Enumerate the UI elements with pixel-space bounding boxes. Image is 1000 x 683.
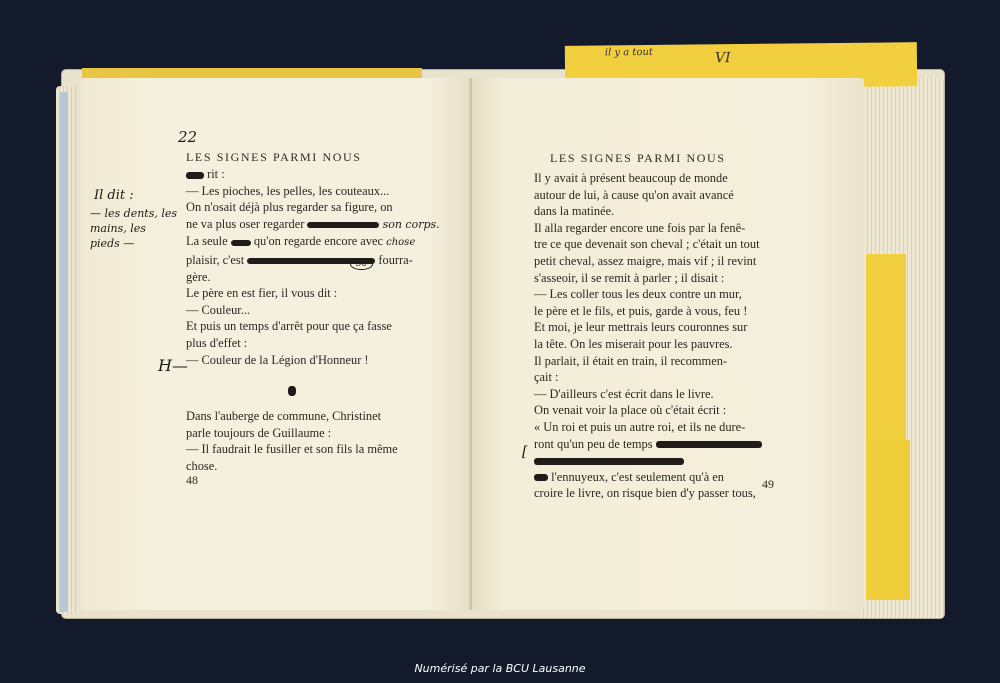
right-page-body	[534, 170, 762, 502]
left-page-body	[186, 166, 440, 368]
text-line: Et puis un temps d'arrêt pour que ça fasse	[186, 319, 392, 334]
text-line: Le père en est fier, il vous dit :	[186, 286, 338, 301]
slip-note-text: il y a tout	[604, 46, 653, 59]
text-line: Il parlait, il était en train, il recommen-	[534, 353, 728, 368]
text-line: — Il faudrait le fusiller et son fils la même	[186, 442, 398, 457]
text-line: rit :	[186, 166, 440, 183]
strikeout	[534, 474, 548, 481]
page-mark: 22	[178, 128, 198, 146]
text-line: — D'ailleurs c'est écrit dans le livre.	[534, 386, 714, 401]
text-line: On n'osait déjà plus regarder sa figure, on	[186, 200, 393, 215]
text-line: croire le livre, on risque bien d'y passer tous,	[534, 486, 756, 501]
text-line: çait :	[534, 370, 559, 385]
text-line: la tête. On les miserait pour les pauvres.	[534, 336, 733, 351]
text-line: ront qu'un peu de temps	[534, 436, 762, 453]
text-line: Et moi, je leur mettrais leurs couronnes sur	[534, 320, 748, 335]
digitization-credit: Numérisé par la BCU Lausanne	[414, 662, 586, 675]
running-head-right: LES SIGNES PARMI NOUS	[550, 151, 726, 165]
strikeout	[656, 441, 762, 448]
blue-cover-edge	[60, 92, 68, 612]
text-line: Il y avait à présent beaucoup de monde	[534, 171, 728, 185]
text-line: — Les coller tous les deux contre un mur,	[534, 287, 742, 302]
folio-left: 48	[186, 473, 198, 487]
text-line: parle toujours de Guillaume :	[186, 425, 332, 440]
text-line: l'ennuyeux, c'est seulement qu'à en	[534, 469, 762, 486]
text-line: dans la matinée.	[534, 204, 615, 219]
text-line: — Couleur de la Légion d'Honneur !	[186, 352, 369, 367]
text-line: La seule qu'on regarde encore avec chose	[186, 234, 416, 249]
text-line: Dans l'auberge de commune, Christinet	[186, 409, 382, 423]
text-line	[534, 452, 762, 469]
text-line: ne va plus oser regarder son corps.	[186, 216, 440, 231]
insert-mark: Il dit :	[94, 188, 134, 203]
text-line: plus d'effet :	[186, 335, 248, 350]
text-line: petit cheval, assez maigre, mais vif ; il revint	[534, 253, 757, 268]
text-line: — Couleur...	[186, 302, 251, 317]
text-line: tre ce que devenait son cheval ; c'était un tout	[534, 237, 760, 252]
text-line: plaisir, c'est fourra-	[186, 252, 413, 267]
right-page	[472, 78, 864, 610]
text-line: s'asseoir, il se remit à parler ; il disait :	[534, 270, 725, 285]
running-head-left: LES SIGNES PARMI NOUS	[186, 150, 362, 164]
text-line: — Les pioches, les pelles, les couteaux...	[186, 183, 390, 198]
text-line: le père et le fils, et puis, garde à vous, feu !	[534, 303, 748, 318]
strikeout	[534, 458, 684, 465]
slip-note-numeral: VI	[714, 50, 731, 67]
text-line: On venait voir la place où c'était écrit :	[534, 403, 727, 418]
strikeout	[231, 240, 251, 246]
handwritten-insert: son corps.	[382, 217, 440, 231]
left-page-body-2	[186, 408, 398, 474]
text-line: gère.	[186, 269, 211, 284]
folio-right: 49	[762, 477, 774, 491]
ink-blot	[288, 386, 296, 396]
text-line: Il alla regarder encore une fois par la fenê-	[534, 220, 746, 235]
left-page	[80, 78, 472, 610]
handwritten-insert-2: chose	[386, 237, 416, 249]
strikeout	[307, 222, 379, 228]
margin-note: — les dents, les mains, les pieds —	[90, 207, 178, 250]
circled-number: 50	[350, 258, 373, 270]
text-line: « Un roi et puis un autre roi, et ils ne dure-	[534, 419, 746, 434]
text-line: autour de lui, à cause qu'on avait avancé	[534, 187, 734, 202]
section-mark: H—	[158, 356, 188, 375]
yellow-slip-right-lower	[866, 440, 910, 600]
yellow-slip-right-upper	[866, 254, 906, 444]
strikeout	[186, 172, 204, 179]
text-line: chose.	[186, 458, 218, 473]
bracket-mark: [	[522, 444, 528, 460]
